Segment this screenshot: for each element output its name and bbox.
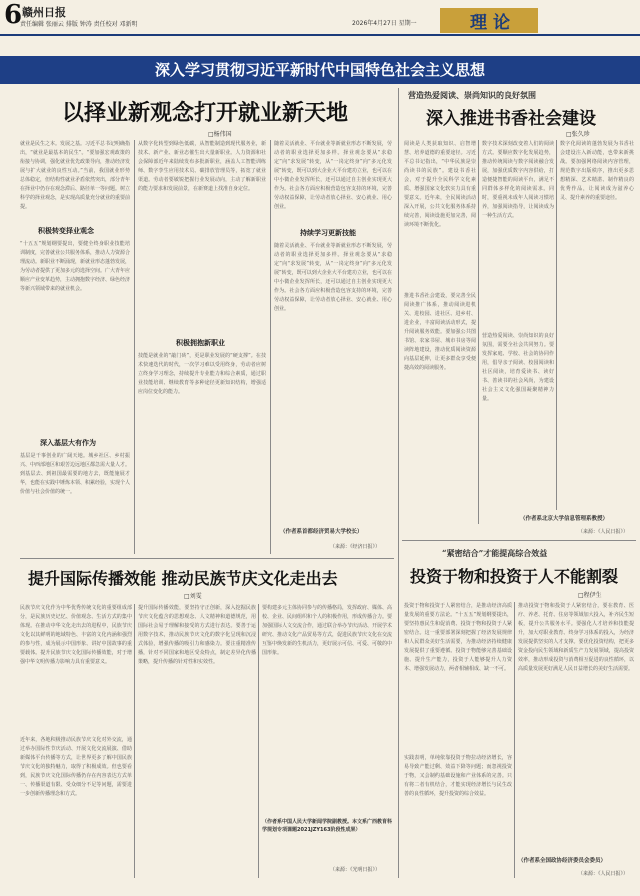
column-divider — [514, 602, 515, 878]
article1-headline: 以择业新观念打开就业新天地 — [62, 100, 349, 126]
article2-col1-body2: 推进书香社会建设，要完善全民阅读推广体系，推动阅读进机关、进校园、进社区、进乡村、进企业，丰富阅读活动形式，提升阅读服务效能。要加强公共图书馆、农家书屋、城市书房等阅读阵地建设，推动优质阅读资源向基层延伸，让更多群众享受便捷高效的阅读服务。 — [404, 293, 476, 371]
column-divider — [556, 140, 557, 510]
article4-kicker: “紧密结合”才能提高综合效益 — [442, 548, 548, 558]
section-divider — [402, 540, 636, 541]
article2-author-note: （作者系北京大学信息管理系教授） — [520, 516, 609, 522]
article3-col1-body2: 近年来，各地积极推动民族节庆文化对外交流，通过举办国际性节庆活动、开展文化交流展演、借助新媒体平台传播等方式，让世界更多了解中国民族节庆文化的独特魅力，取得了积极成效。但也要看到，民族节庆文化国际传播仍存在内容表达方式单一、传播渠道有限、受众细分不足等问题，需要进一步创新传播理念和方式。 — [20, 737, 132, 797]
article2-col2-body2: 营造热爱阅读、崇尚知识的良好氛围，需要全社会共同努力。要发挥家庭、学校、社会的协同作用，倡导亲子阅读、校园阅读和社区阅读，培育爱读书、读好书、善读书的社会风尚，为建设社会主义文化强国凝聚精神力量。 — [482, 333, 554, 402]
page-number: 6 — [4, 0, 23, 30]
section-label: 理论 — [470, 13, 516, 33]
article1-col2-body: 从数字化转型到绿色低碳，从智能制造到现代服务业，新技术、新产业、新业态催生出大量新职业。人力资源和社会保障部近年来陆续发布多批新职业，涵盖人工智能训练师、数字孪生应用技术员、碳排放管理员等，拓宽了就业渠道。劳动者要敏锐把握行业发展动向，主动了解新职业的能力要求和发展前景，在新赛道上找准自身定位。 — [138, 141, 266, 192]
article2-headline: 深入推进书香社会建设 — [426, 109, 596, 129]
article4-col1-body2: 实践表明，单纯依靠投资于物拉动经济增长，容易导致产能过剩、效益下降等问题；而忽视投资于物，又会制约基础设施和产业体系的完善。只有将二者有机结合，才能实现经济增长与民生改善的良性循环，提升投资的综合效益。 — [404, 755, 512, 797]
editorial-staff: 责任编辑 张丽云 排版 钟涛 责任校对 邓新明 — [20, 21, 138, 28]
article3-col3-body: 要构建多元主体协同参与的传播格局，发挥政府、媒体、高校、企业、民间组织和个人的积极作用，形成传播合力。要加强国际人文交流合作，通过联合举办节庆活动、开展学术研究、推动文化产品贸易等方式，促进民族节庆文化在交流互鉴中焕发新的生机活力，更好展示可信、可爱、可敬的中国形象。 — [262, 605, 392, 656]
publication-date: 2026年4月27日 星期一 — [352, 20, 417, 27]
article4-col2-body: 推动投资于物和投资于人紧密结合，要在教育、医疗、养老、托育、住房等领域加大投入，补齐民生短板，提升公共服务水平。要强化人才培养和技能提升，加大对职业教育、终身学习体系的投入，为经济发展提供坚实的人才支撑。要优化投资结构，把更多资金投向民生领域和新质生产力发展领域，提高投资效率，推动形成投资与消费相互促进的良性循环，以高质量发展更好满足人民日益增长的美好生活需要。 — [518, 603, 634, 672]
masthead-divider — [0, 34, 640, 36]
article1-intro: 就业是民生之本。发展之基。习近平总书记明确指出，“就业是最基本的民生”。“要加强宏观政策的衔接与协调，强化就业优先政策导向，推动经济发展与扩大就业的良性互动。”当前，我国就业形势总体稳定，但结构性就业矛盾依然突出，部分青年在择业中仍存在观念滞后、路径单一等问题。树立科学的择业观念，是实现高质量充分就业的重要前提。 — [20, 141, 130, 210]
article2-col1-body: 阅读是人类获取知识、启智增慧、培养道德的重要途径。习近平总书记指出，“中华民族是崇尚读书的民族”。建设书香社会，对于提升全民科学文化素质、增强国家文化软实力具有重要意义。近年来，全民阅读活动深入开展，公共文化服务体系持续完善，阅读设施更加完善，阅读环境不断优化。 — [404, 141, 476, 228]
article1-col3-top: 随着灵活就业、平台就业等新就业形态不断发展，劳动者的职业选择更加多样。择业观念要从“求稳定”向“求发展”转变，从“一岗定终身”向“多元化发展”转变，既可以到大企业大平台建功立业，也可以在中小微企业发挥所长，还可以通过自主创业实现更大作为。社会各方面应积极营造包容支持的环境，完善劳动权益保障，让劳动者放心择业、安心就业、用心创业。 — [274, 141, 392, 210]
column-divider — [478, 140, 479, 524]
article2-byline: □张久珍 — [566, 131, 590, 138]
article3-col2-body: 提升国际传播效能，要坚持守正创新，深入挖掘民族节庆文化蕴含的思想观念、人文精神和道德规范，用国际社会易于理解和接受的方式进行表达。要善于运用数字技术，推动民族节庆文化的数字化呈现和沉浸式体验，增强传播的吸引力和感染力。要注重精准传播，针对不同国家和地区受众特点，制定差异化传播策略，提升传播的针对性和实效性。 — [138, 605, 256, 665]
article2-col3-body: 数字化阅读的蓬勃发展为书香社会建设注入新动能，也带来新挑战。要加强网络阅读内容管理，规范数字出版秩序，推出更多思想精深、艺术精湛、制作精良的优秀作品，让阅读成为滋养心灵、提升素养的重要途径。 — [560, 141, 634, 201]
article1-col2-body2: 技能是就业的“敲门砖”，更是职业发展的“硬支撑”。在技术快速迭代的时代，一次学习难以受用终身，劳动者应树立终身学习理念，持续提升专业能力和综合素质，通过职业技能培训、继续教育等多种途径更新知识结构，增强适应岗位变化的能力。 — [138, 353, 266, 395]
section-divider — [20, 558, 394, 559]
article1-subhead: 积极转变择业观念 — [38, 227, 94, 235]
article3-col1-body: 民族节庆文化作为中华优秀传统文化的重要组成部分，是民族历史记忆、价值观念、生活方式的集中体现。在推动中华文化走出去的进程中，民族节庆文化以其鲜明的地域特色、丰富的文化内涵和强烈的参与性，成为展示中国形象、讲好中国故事的重要载体。提升民族节庆文化国际传播效能，对于增强中华文明传播力影响力具有重要意义。 — [20, 605, 132, 665]
article3-headline: 提升国际传播效能 推动民族节庆文化走出去 — [28, 569, 338, 588]
article4-col1-body: 投资于物和投资于人紧密结合，是推动经济高质量发展的重要方法论。“十五五”规划纲要提出，要坚持惠民生和促消费、投资于物和投资于人紧密结合。这一重要部署深刻把握了经济发展规律和人民群众美好生活需要，为推动经济持续健康发展提供了重要遵循。投资于物能够完善基础设施、提升生产能力，投资于人能够提升人力资本、增强发展动力，两者相辅相成、缺一不可。 — [404, 603, 512, 672]
article3-source: （来源：《光明日报》） — [330, 867, 381, 873]
article1-col1-body: “十五五”规划纲要提出，要健全终身职业技能培训制度，完善就业公共服务体系，推动人力资源合理流动。新职业不断涌现，新就业形态蓬勃发展，为劳动者提供了更加多元的选择空间。广大青年应顺应产业变革趋势，主动拥抱数字经济、绿色经济等新兴领域带来的就业机会。 — [20, 241, 130, 292]
article1-subhead: 深入基层大有作为 — [40, 439, 96, 447]
article1-subhead: 积极拥抱新职业 — [176, 339, 225, 347]
article3-author-note: （作者系中国人民大学新闻学院副教授。本文系广西教育科学规划专项课题2021JZY163阶段性成果） — [262, 819, 393, 833]
article2-col2-body: 数字技术深刻改变着人们的阅读方式。要顺应数字化发展趋势，推动传统阅读与数字阅读融合发展，加强优质数字内容供给，打造便捷智能的阅读平台，满足不同群体多样化的阅读需求。同时，要重视未成年人阅读习惯培养，加强阅读指导，让阅读成为一种生活方式。 — [482, 141, 554, 219]
article1-source: （来源：《经济日报》） — [330, 544, 381, 550]
column-divider — [134, 140, 135, 554]
article1-author-note: （作者系首都经济贸易大学校长） — [280, 529, 363, 535]
article1-subhead: 持续学习更新技能 — [300, 229, 356, 237]
article4-source: （来源：《人民日报》） — [578, 871, 629, 877]
newspaper-logo: 赣州日报 — [22, 6, 66, 19]
article3-byline: □刘雯 — [184, 593, 202, 600]
article1-col1-body2: 基层是干事创业的广阔天地。城乡社区、乡村振兴、中西部地区和艰苦边远地区都急需大量人才。到基层去、到祖国最需要的地方去，既能施展才华，也能在实践中锤炼本领、积累经验，实现个人价值与社会价值的统一。 — [20, 453, 130, 495]
column-divider — [270, 140, 271, 554]
article4-author-note: （作者系全国政协经济委员会委员） — [518, 858, 607, 864]
column-divider — [258, 604, 259, 878]
article2-source: （来源：《人民日报》） — [578, 529, 629, 535]
article1-col3-body: 随着灵活就业、平台就业等新就业形态不断发展，劳动者的职业选择更加多样。择业观念要从“求稳定”向“求发展”转变，从“一岗定终身”向“多元化发展”转变，既可以到大企业大平台建功立业，也可以在中小微企业发挥所长，还可以通过自主创业实现更大作为。社会各方面应积极营造包容支持的环境，完善劳动权益保障，让劳动者放心择业、安心就业、用心创业。 — [274, 243, 392, 312]
banner-title: 深入学习贯彻习近平新时代中国特色社会主义思想 — [154, 61, 485, 79]
article4-headline: 投资于物和投资于人不能割裂 — [410, 567, 619, 586]
column-divider — [134, 604, 135, 878]
article1-byline: □杨伟国 — [208, 131, 232, 138]
column-divider — [398, 88, 399, 878]
article2-kicker: 营造热爱阅读、崇尚知识的良好氛围 — [408, 90, 536, 100]
article4-byline: □程伊生 — [578, 592, 602, 599]
